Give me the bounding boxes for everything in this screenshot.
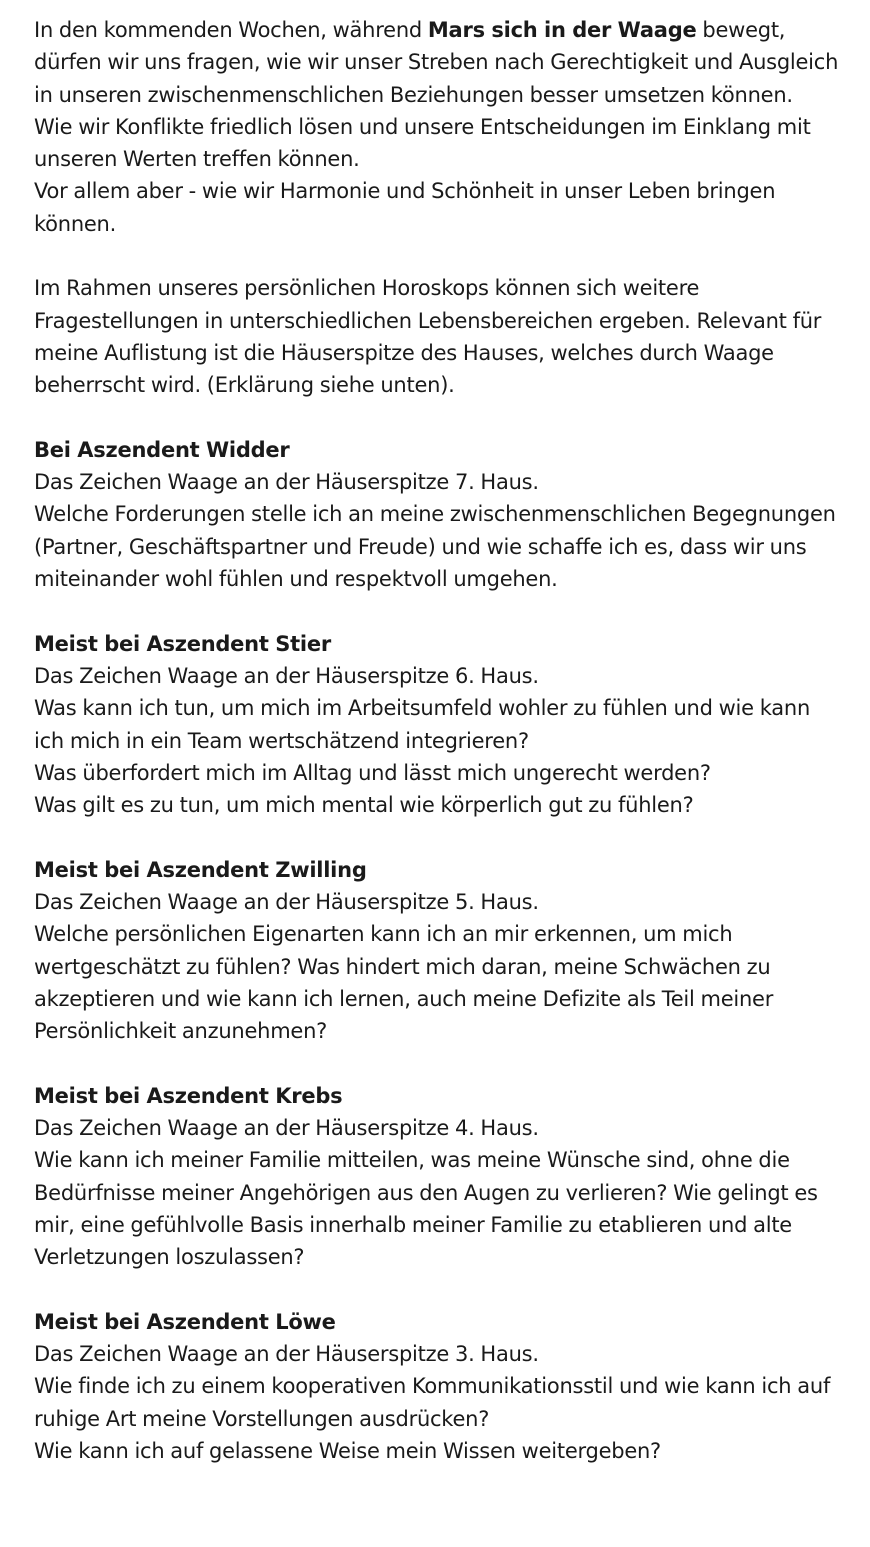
section-zwilling (34, 854, 844, 1048)
section-widder (34, 434, 844, 595)
section-heading: Meist bei Aszendent Krebs (34, 1083, 343, 1108)
section-line: Was überfordert mich im Alltag und lässt mich ungerecht werden? (34, 760, 711, 785)
intro-sentence-2: Wie wir Konflikte friedlich lösen und unsere Entscheidungen im Einklang mit unseren Werten treffen können. (34, 114, 811, 172)
section-line: Welche persönlichen Eigenarten kann ich an mir erkennen, um mich wertgeschätzt zu fühlen? Was hindert mich daran, meine Schwächen zu akzeptieren und wie kann ich lernen, auch meine Defizite als Teil meiner Persönlichkeit anzunehmen? (34, 922, 774, 1044)
intro-sentence-1 (34, 14, 844, 111)
intro-paragraph (34, 14, 844, 240)
intro-bold-phrase: Mars sich in der Waage (427, 18, 697, 42)
section-stier (34, 628, 844, 822)
intro-text-after: bewegt, dürfen wir uns fragen, wie wir unser Streben nach Gerechtigkeit und Ausgleich in unseren zwischenmenschlichen Beziehungen besser umsetzen können. (34, 18, 839, 107)
context-paragraph (34, 272, 844, 401)
section-line: Was gilt es zu tun, um mich mental wie körperlich gut zu fühlen? (34, 793, 694, 818)
intro-text-before: In den kommenden Wochen, während (34, 18, 428, 42)
section-line: Wie kann ich auf gelassene Weise mein Wissen weitergeben? (34, 1439, 661, 1464)
section-loewe (34, 1306, 844, 1467)
section-line: Das Zeichen Waage an der Häuserspitze 7. Haus. (34, 470, 539, 495)
section-heading: Meist bei Aszendent Löwe (34, 1309, 336, 1334)
section-line: Wie finde ich zu einem kooperativen Kommunikationsstil und wie kann ich auf ruhige Art meine Vorstellungen ausdrücken? (34, 1374, 831, 1431)
section-heading: Meist bei Aszendent Zwilling (34, 857, 367, 882)
section-line: Das Zeichen Waage an der Häuserspitze 5. Haus. (34, 890, 539, 915)
section-line: Was kann ich tun, um mich im Arbeitsumfeld wohler zu fühlen und wie kann ich mich in ein Team wertschätzend integrieren? (34, 696, 811, 753)
section-line: Das Zeichen Waage an der Häuserspitze 4. Haus. (34, 1116, 539, 1141)
context-text: Im Rahmen unseres persönlichen Horoskops können sich weitere Fragestellungen in unterschiedlichen Lebensbereichen ergeben. Relevant für meine Auflistung ist die Häuserspitze des Hauses, welches durch Waage beherrscht wird. (Erklärung siehe unten). (34, 276, 822, 398)
intro-sentence-3: Vor allem aber - wie wir Harmonie und Schönheit in unser Leben bringen können. (34, 179, 776, 236)
section-line: Wie kann ich meiner Familie mitteilen, was meine Wünsche sind, ohne die Bedürfnisse meiner Angehörigen aus den Augen zu verlieren? Wie gelingt es mir, eine gefühlvolle Basis innerhalb meiner Familie zu etablieren und alte Verletzungen loszulassen? (34, 1148, 818, 1270)
section-line: Welche Forderungen stelle ich an meine zwischenmenschlichen Begegnungen (Partner, Geschäftspartner und Freude) und wie schaffe ich es, dass wir uns miteinander wohl fühlen und respektvoll umgehen. (34, 502, 836, 592)
section-krebs (34, 1080, 844, 1274)
section-heading: Meist bei Aszendent Stier (34, 631, 331, 656)
section-line: Das Zeichen Waage an der Häuserspitze 3. Haus. (34, 1342, 539, 1367)
section-line: Das Zeichen Waage an der Häuserspitze 6. Haus. (34, 663, 539, 688)
section-heading: Bei Aszendent Widder (34, 437, 290, 462)
article-body (34, 14, 844, 1467)
